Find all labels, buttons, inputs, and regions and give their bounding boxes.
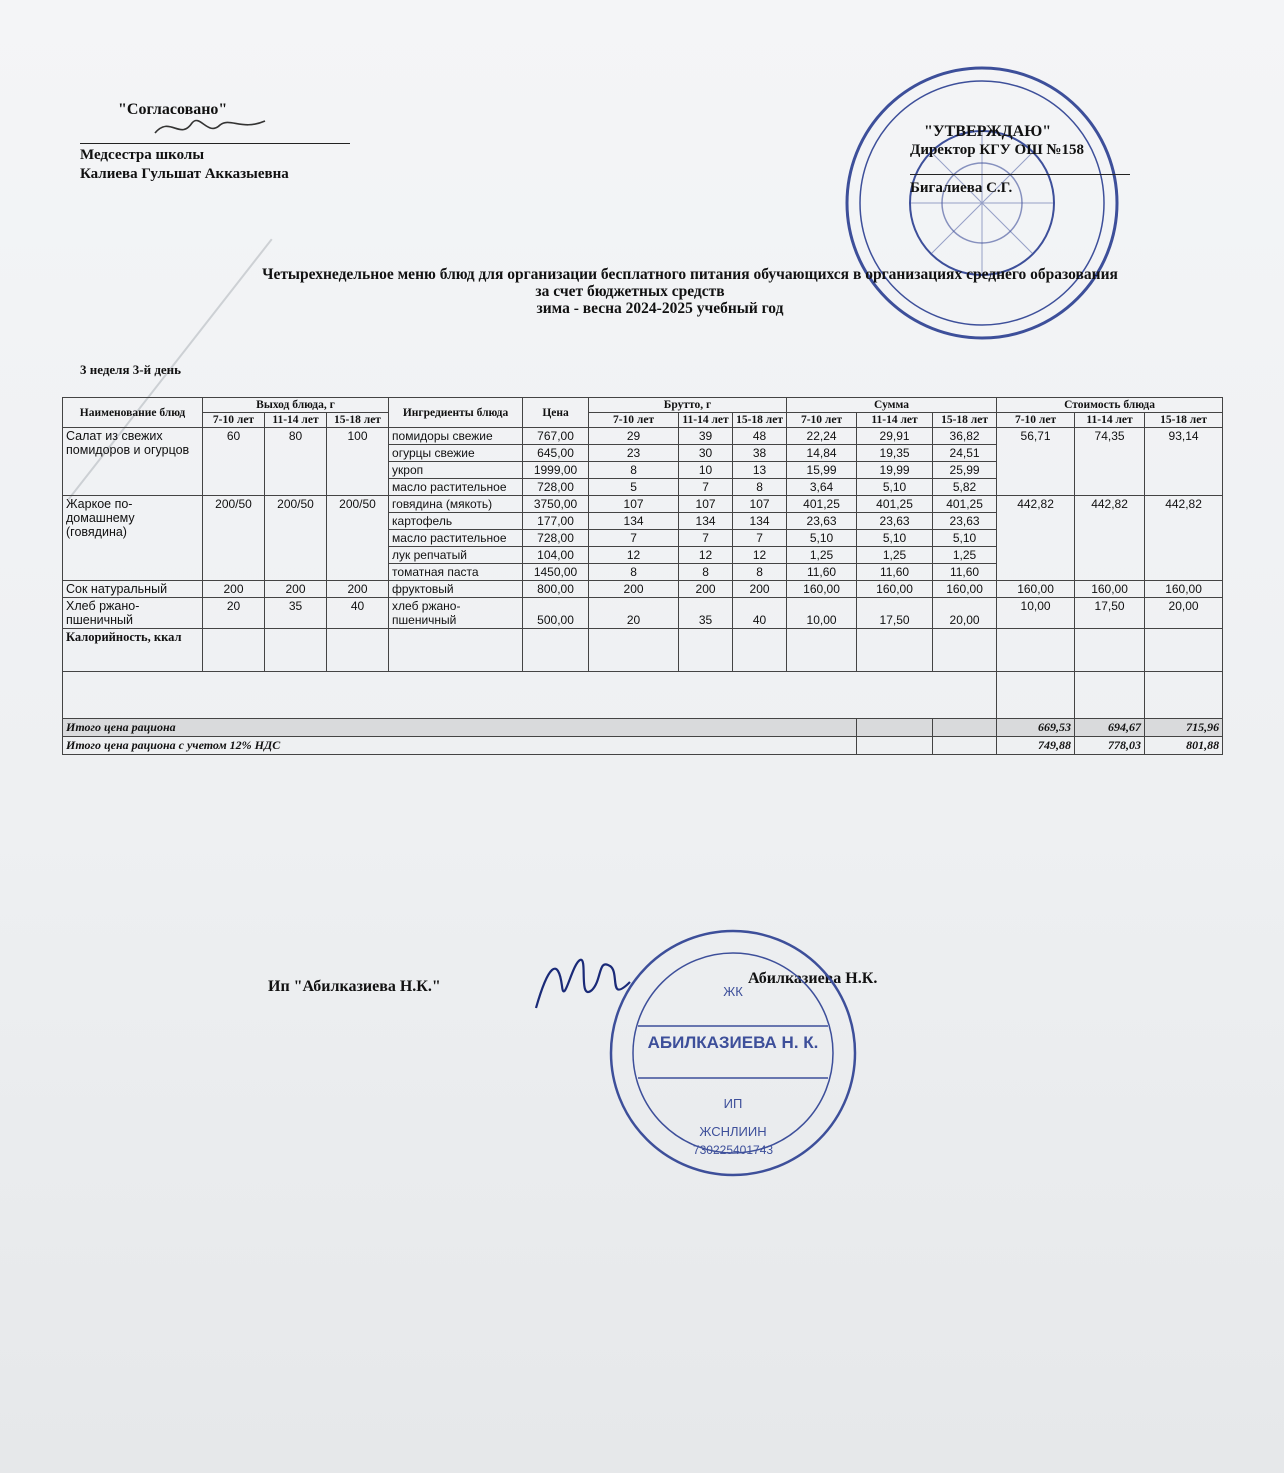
ingredient-brutto: 7 <box>589 530 679 547</box>
ingredient-sum: 160,00 <box>787 581 857 598</box>
ingredient-brutto: 8 <box>589 564 679 581</box>
calories-label: Калорийность, ккал <box>63 629 203 672</box>
ingredient-sum: 29,91 <box>857 428 933 445</box>
ingredient-sum: 11,60 <box>787 564 857 581</box>
total-value: 694,67 <box>1075 719 1145 737</box>
total-value: 715,96 <box>1145 719 1223 737</box>
approval-block-approved <box>910 122 1130 198</box>
header-cost: Стоимость блюда <box>997 398 1223 413</box>
dish-name: Салат из свежих помидоров и огурцов <box>63 428 203 496</box>
dish-cost: 442,82 <box>997 496 1075 581</box>
ingredient-sum: 14,84 <box>787 445 857 462</box>
week-day-label: 3 неделя 3-й день <box>80 362 182 377</box>
dish-cost: 160,00 <box>997 581 1075 598</box>
stamp-top-text: ЖК <box>723 984 743 999</box>
ingredient-sum: 15,99 <box>787 462 857 479</box>
supplier-label: Ип "Абилказиева Н.К." <box>268 978 441 995</box>
ingredient-price: 767,00 <box>523 428 589 445</box>
ingredient-brutto: 107 <box>589 496 679 513</box>
ingredient-sum: 23,63 <box>787 513 857 530</box>
ingredient-price: 800,00 <box>523 581 589 598</box>
ingredient-brutto: 8 <box>589 462 679 479</box>
ingredient-name: картофель <box>389 513 523 530</box>
ingredient-price: 1999,00 <box>523 462 589 479</box>
dish-output: 80 <box>265 428 327 496</box>
dish-output: 200/50 <box>203 496 265 581</box>
ingredient-sum: 401,25 <box>857 496 933 513</box>
stamp-mid-text: ИП <box>723 1096 743 1111</box>
header-age: 15-18 лет <box>733 413 787 428</box>
dish-name: Хлеб ржано-пшеничный <box>63 598 203 629</box>
ingredient-brutto: 134 <box>589 513 679 530</box>
ingredient-name: укроп <box>389 462 523 479</box>
approval-approved-name: Бигалиева С.Г. <box>910 180 1013 196</box>
ingredient-sum: 1,25 <box>857 547 933 564</box>
ingredient-name: томатная паста <box>389 564 523 581</box>
signature-scribble <box>150 113 270 143</box>
supplier-round-stamp <box>598 922 868 1184</box>
ingredient-brutto: 134 <box>679 513 733 530</box>
ingredient-price: 104,00 <box>523 547 589 564</box>
approval-approved-position: Директор КГУ ОШ №158 <box>910 142 1085 158</box>
ingredient-sum: 19,99 <box>857 462 933 479</box>
dish-output: 35 <box>265 598 327 629</box>
document-title <box>150 266 1230 317</box>
ingredient-brutto: 12 <box>589 547 679 564</box>
dish-cost: 93,14 <box>1145 428 1223 496</box>
ingredient-sum: 5,82 <box>933 479 997 496</box>
signature-line <box>910 160 1130 175</box>
ingredient-sum: 25,99 <box>933 462 997 479</box>
ingredient-brutto: 8 <box>733 564 787 581</box>
total-vat-row <box>63 737 1223 755</box>
header-brutto: Брутто, г <box>589 398 787 413</box>
ingredient-sum: 1,25 <box>787 547 857 564</box>
total-vat-label: Итого цена рациона с учетом 12% НДС <box>63 737 857 755</box>
ingredient-name: огурцы свежие <box>389 445 523 462</box>
header-age: 11-14 лет <box>265 413 327 428</box>
ingredient-brutto: 107 <box>733 496 787 513</box>
stamp-number-text: 730225401743 <box>692 1143 774 1157</box>
dish-output: 60 <box>203 428 265 496</box>
ingredient-price: 500,00 <box>523 598 589 629</box>
ingredient-name: масло растительное <box>389 530 523 547</box>
ingredient-name: хлеб ржано-пшеничный <box>389 598 523 629</box>
ingredient-sum: 22,24 <box>787 428 857 445</box>
dish-cost: 442,82 <box>1145 496 1223 581</box>
ingredient-sum: 401,25 <box>787 496 857 513</box>
ingredient-sum: 11,60 <box>857 564 933 581</box>
header-age: 7-10 лет <box>589 413 679 428</box>
ingredient-brutto: 40 <box>733 598 787 629</box>
dish-cost: 20,00 <box>1145 598 1223 629</box>
dish-output: 200/50 <box>265 496 327 581</box>
header-age: 7-10 лет <box>203 413 265 428</box>
approval-agreed-name: Калиева Гульшат Акказыевна <box>80 166 289 182</box>
total-vat-value: 749,88 <box>997 737 1075 755</box>
ingredient-brutto: 200 <box>589 581 679 598</box>
header-age: 11-14 лет <box>1075 413 1145 428</box>
dish-name: Жаркое по-домашнему (говядина) <box>63 496 203 581</box>
title-line-1: Четырехнедельное меню блюд для организации бесплатного питания обучающихся в организациях среднего образования <box>262 266 1118 283</box>
header-dish-name: Наименование блюд <box>63 398 203 428</box>
ingredient-brutto: 12 <box>733 547 787 564</box>
ingredient-price: 1450,00 <box>523 564 589 581</box>
total-vat-value: 778,03 <box>1075 737 1145 755</box>
approval-agreed-position: Медсестра школы <box>80 147 205 163</box>
ingredient-brutto: 7 <box>679 479 733 496</box>
ingredient-sum: 5,10 <box>857 479 933 496</box>
menu-table-body <box>63 428 1223 755</box>
ingredient-name: говядина (мякоть) <box>389 496 523 513</box>
ingredient-name: фруктовый <box>389 581 523 598</box>
calories-row <box>63 629 1223 672</box>
ingredient-brutto: 38 <box>733 445 787 462</box>
ingredient-sum: 1,25 <box>933 547 997 564</box>
ingredient-brutto: 107 <box>679 496 733 513</box>
stamp-bottom-text: ЖСНЛИИН <box>699 1124 767 1139</box>
ingredient-price: 728,00 <box>523 530 589 547</box>
ingredient-brutto: 13 <box>733 462 787 479</box>
dish-output: 100 <box>327 428 389 496</box>
ingredient-sum: 20,00 <box>933 598 997 629</box>
ingredient-sum: 24,51 <box>933 445 997 462</box>
dish-cost: 56,71 <box>997 428 1075 496</box>
header-sum: Сумма <box>787 398 997 413</box>
ingredient-brutto: 48 <box>733 428 787 445</box>
table-subheader-row <box>63 413 1223 428</box>
supplier-name: Абилказиева Н.К. <box>748 970 878 987</box>
dish-output: 200/50 <box>327 496 389 581</box>
ingredient-sum: 3,64 <box>787 479 857 496</box>
total-label: Итого цена рациона <box>63 719 857 737</box>
dish-output: 200 <box>327 581 389 598</box>
header-age: 7-10 лет <box>787 413 857 428</box>
dish-output: 200 <box>265 581 327 598</box>
ingredient-sum: 5,10 <box>787 530 857 547</box>
ingredient-brutto: 200 <box>733 581 787 598</box>
dish-output: 20 <box>203 598 265 629</box>
approval-approved-title: "УТВЕРЖДАЮ" <box>924 123 1052 140</box>
ingredient-brutto: 23 <box>589 445 679 462</box>
table-row <box>63 428 1223 445</box>
ingredient-sum: 401,25 <box>933 496 997 513</box>
ingredient-sum: 23,63 <box>933 513 997 530</box>
ingredient-price: 728,00 <box>523 479 589 496</box>
total-value: 669,53 <box>997 719 1075 737</box>
header-age: 15-18 лет <box>1145 413 1223 428</box>
ingredient-sum: 36,82 <box>933 428 997 445</box>
title-line-3: зима - весна 2024-2025 учебный год <box>536 300 784 317</box>
header-age: 15-18 лет <box>327 413 389 428</box>
header-age: 15-18 лет <box>933 413 997 428</box>
ingredient-sum: 23,63 <box>857 513 933 530</box>
stamp-center-text: АБИЛКАЗИЕВА Н. К. <box>647 1033 819 1052</box>
ingredient-name: масло растительное <box>389 479 523 496</box>
ingredient-brutto: 29 <box>589 428 679 445</box>
table-row <box>63 598 1223 629</box>
ingredient-sum: 5,10 <box>933 530 997 547</box>
ingredient-price: 645,00 <box>523 445 589 462</box>
total-row <box>63 719 1223 737</box>
approval-agreed-title: "Согласовано" <box>118 101 228 118</box>
total-vat-value: 801,88 <box>1145 737 1223 755</box>
header-age: 11-14 лет <box>857 413 933 428</box>
header-price: Цена <box>523 398 589 428</box>
menu-table <box>62 397 1223 755</box>
ingredient-sum: 17,50 <box>857 598 933 629</box>
ingredient-sum: 5,10 <box>857 530 933 547</box>
signature-line <box>80 119 350 144</box>
ingredient-price: 3750,00 <box>523 496 589 513</box>
ingredient-brutto: 200 <box>679 581 733 598</box>
header-age: 7-10 лет <box>997 413 1075 428</box>
dish-cost: 74,35 <box>1075 428 1145 496</box>
dish-cost: 17,50 <box>1075 598 1145 629</box>
dish-cost: 160,00 <box>1145 581 1223 598</box>
ingredient-brutto: 20 <box>589 598 679 629</box>
ingredient-sum: 160,00 <box>857 581 933 598</box>
ingredient-brutto: 35 <box>679 598 733 629</box>
ingredient-brutto: 39 <box>679 428 733 445</box>
title-line-2: за счет бюджетных средств <box>535 283 725 300</box>
ingredient-name: помидоры свежие <box>389 428 523 445</box>
dish-name: Сок натуральный <box>63 581 203 598</box>
ingredient-brutto: 8 <box>679 564 733 581</box>
ingredient-name: лук репчатый <box>389 547 523 564</box>
ingredient-sum: 19,35 <box>857 445 933 462</box>
ingredient-brutto: 134 <box>733 513 787 530</box>
ingredient-sum: 160,00 <box>933 581 997 598</box>
ingredient-brutto: 5 <box>589 479 679 496</box>
ingredient-brutto: 7 <box>679 530 733 547</box>
ingredient-sum: 11,60 <box>933 564 997 581</box>
ingredient-price: 177,00 <box>523 513 589 530</box>
header-output: Выход блюда, г <box>203 398 389 413</box>
header-ingredients: Ингредиенты блюда <box>389 398 523 428</box>
dish-cost: 160,00 <box>1075 581 1145 598</box>
ingredient-sum: 10,00 <box>787 598 857 629</box>
ingredient-brutto: 8 <box>733 479 787 496</box>
dish-cost: 10,00 <box>997 598 1075 629</box>
table-header-row <box>63 398 1223 413</box>
header-age: 11-14 лет <box>679 413 733 428</box>
ingredient-brutto: 7 <box>733 530 787 547</box>
dish-output: 200 <box>203 581 265 598</box>
spacer-row <box>63 672 1223 719</box>
table-row <box>63 496 1223 513</box>
dish-output: 40 <box>327 598 389 629</box>
ingredient-brutto: 12 <box>679 547 733 564</box>
ingredient-brutto: 30 <box>679 445 733 462</box>
ingredient-brutto: 10 <box>679 462 733 479</box>
dish-cost: 442,82 <box>1075 496 1145 581</box>
table-row <box>63 581 1223 598</box>
approval-block-agreed <box>80 100 350 184</box>
